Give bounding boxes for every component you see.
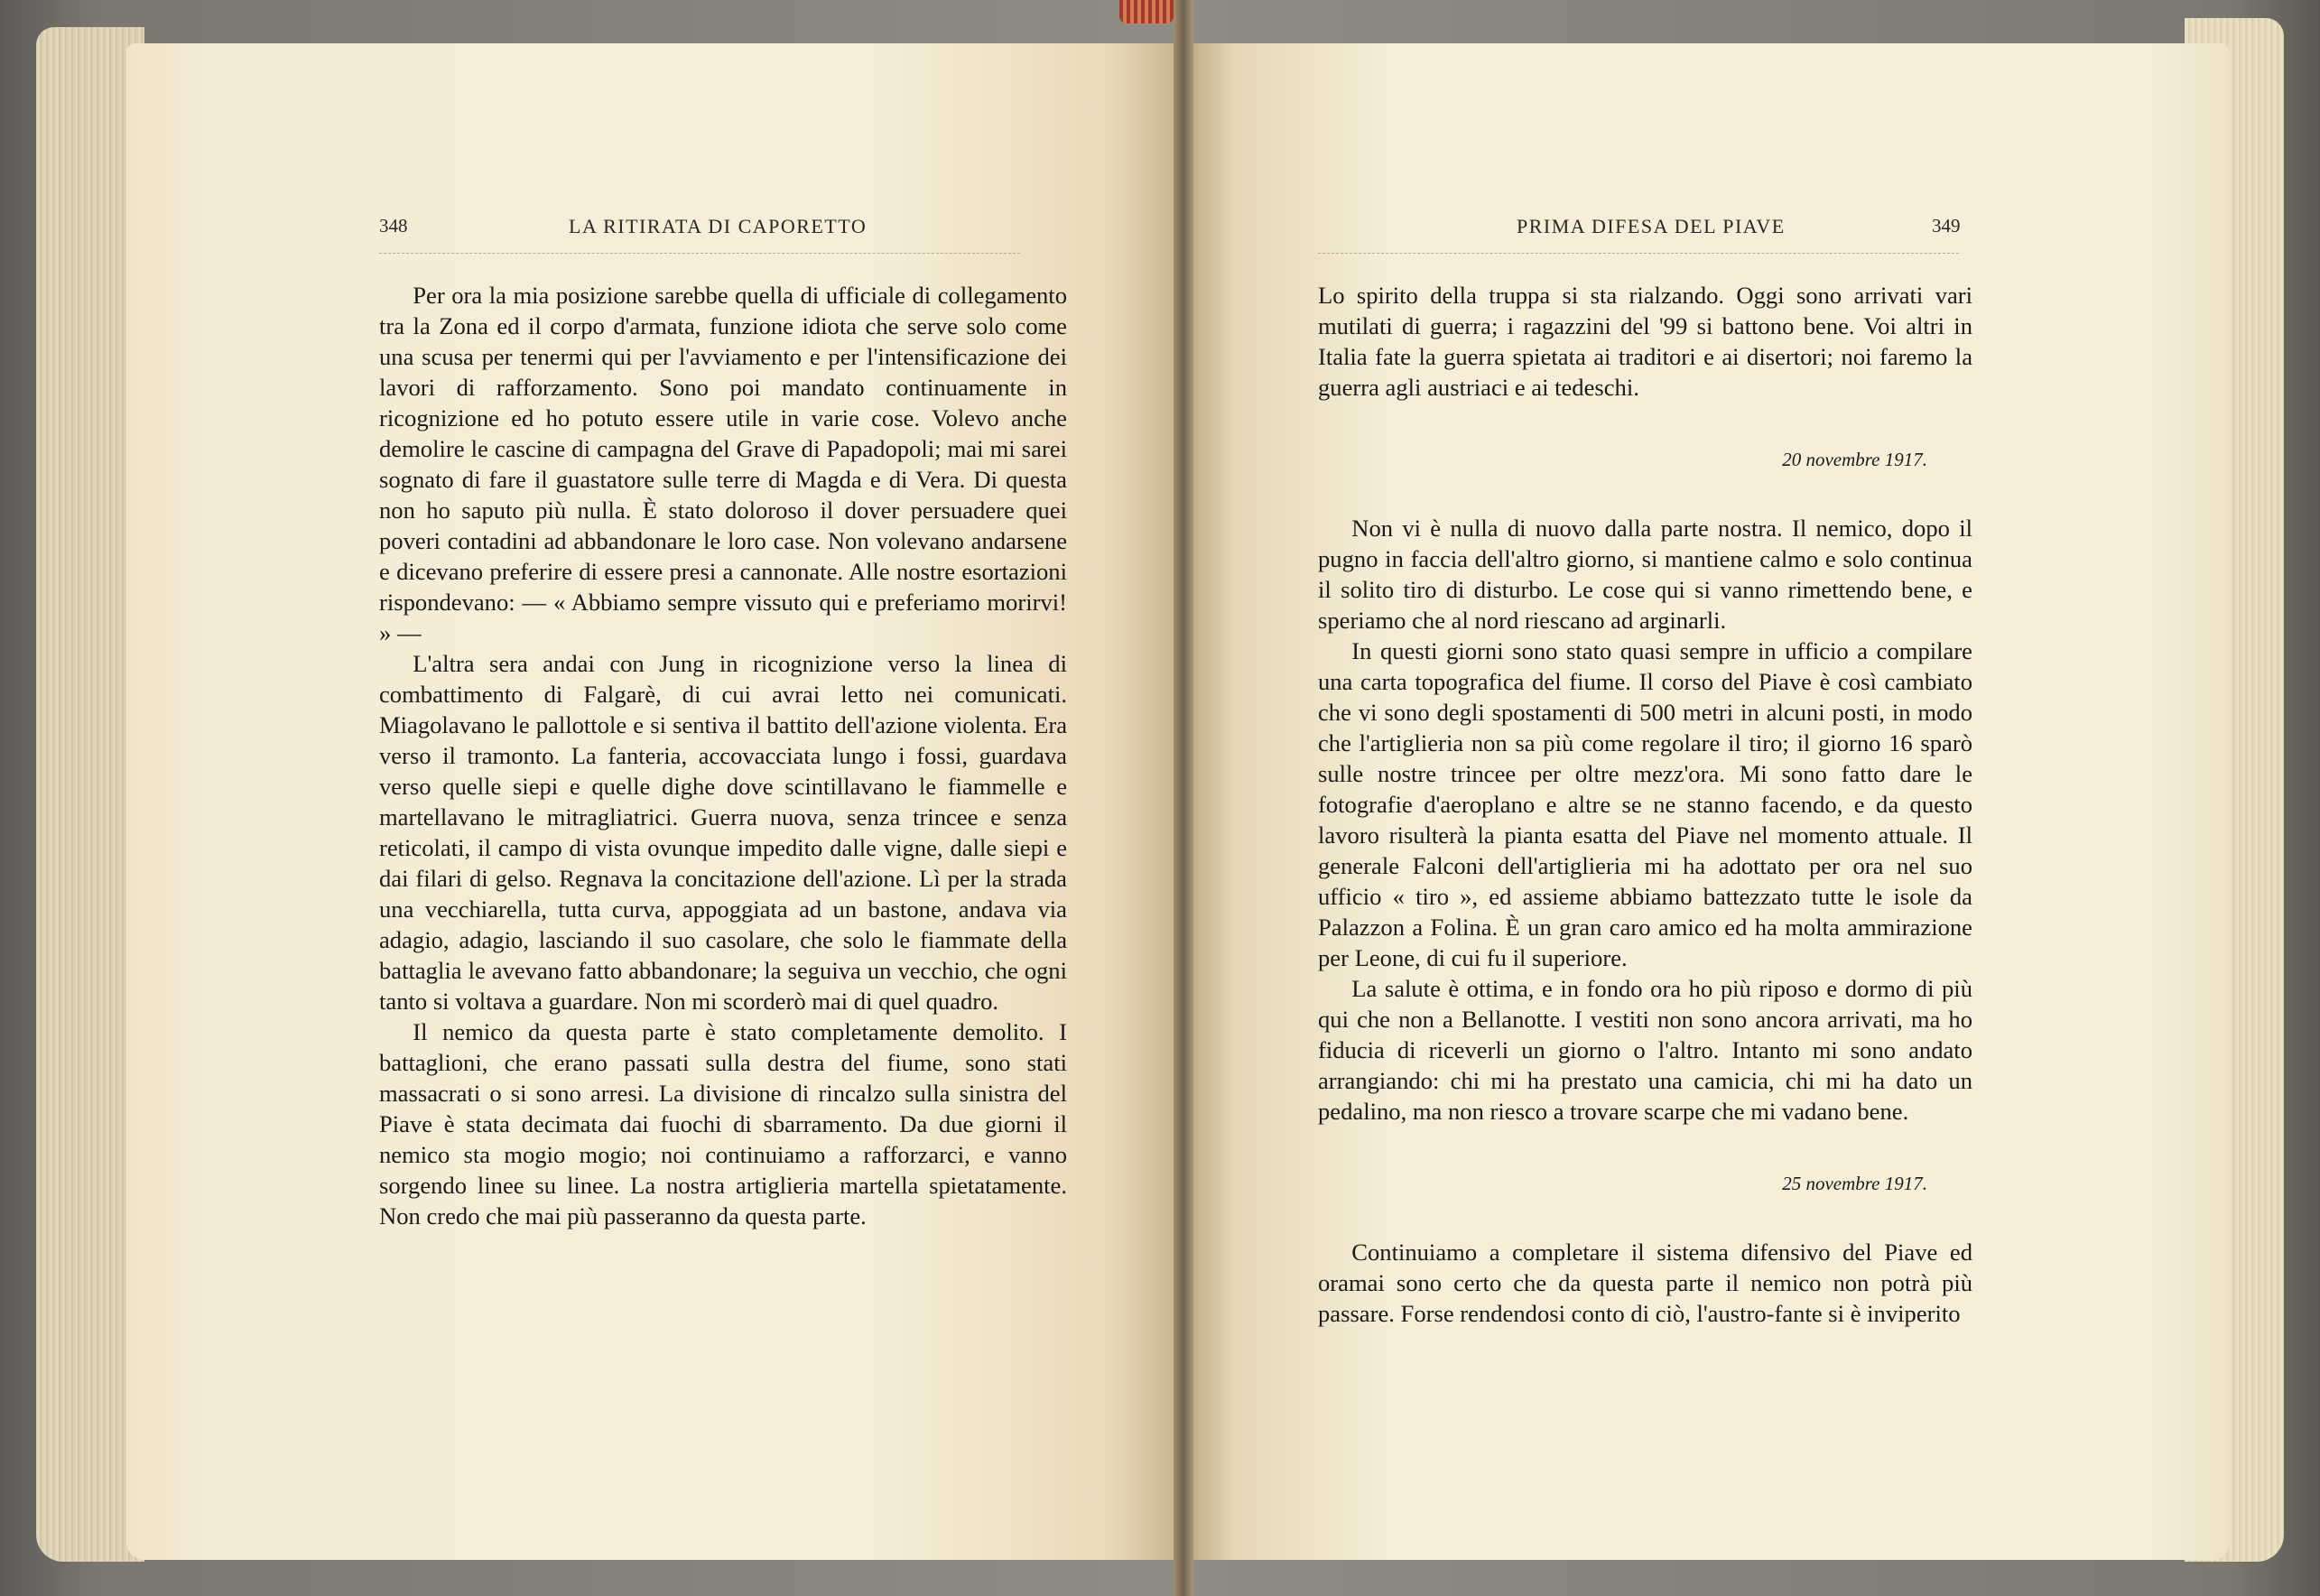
paragraph: Continuiamo a completare il sistema difensivo del Piave ed oramai sono certo che da questa parte il nemico non potrà più passare. Forse rendendosi conto di ciò, l'austro-fante si è inviperito bbox=[1318, 1239, 1972, 1327]
paragraph: In questi giorni sono stato quasi sempre in ufficio a compilare una carta topografica del fiume. Il corso del Piave è così cambiato che vi sono degli spostamenti di 500 metri in alcuni posti, in modo che l'artiglieria non sa più come regolare il tiro; il giorno 16 sparò sulle nostre trincee per oltre mezz'ora. Mi sono fatto dare le fotografie d'aeroplano e altre se ne stanno facendo, e da questo lavoro risulterà la pianta esatta del Piave nel momento attuale. Il generale Falconi dell'artiglieria mi ha adottato per ora nel suo ufficio « tiro », ed assieme abbiamo battezzato tutte le isole da Palazzon a Folina. È un gran caro amico ed ha molta ammirazione per Leone, di cui fu il superiore. bbox=[1318, 637, 1972, 971]
left-header-rule bbox=[379, 253, 1020, 254]
paragraph: Lo spirito della truppa si sta rialzando. Oggi sono arrivati vari mutilati di guerra; i ragazzini del '99 si battono bene. Voi altri in Italia fate la guerra spietata ai traditori e ai disertori; noi faremo la guerra agli austriaci e ai tedeschi. bbox=[1318, 282, 1972, 401]
paragraph: Il nemico da questa parte è stato completamente demolito. I battaglioni, che erano passati sulla destra del fiume, sono stati massacrati o si sono arresi. La divisione di rincalzo sulla sinistra del Piave è stata decimata dai fuochi di sbarramento. Da due giorni il nemico sta mogio mogio; noi continuiamo a rafforzarci, e vanno sorgendo linee su linee. La nostra artiglieria martella spietatamente. Non credo che mai più passeranno da questa parte. bbox=[379, 1018, 1067, 1229]
right-running-head bbox=[1183, 215, 2230, 251]
book-gutter bbox=[1174, 0, 1193, 1596]
paragraph: Per ora la mia posizione sarebbe quella di ufficiale di collegamento tra la Zona ed il corpo d'armata, funzione idiota che serve solo come una scusa per tenermi qui per l'avviamento e per l'intensificazione dei lavori di rafforzamento. Sono poi mandato continuamente in ricognizione ed ho potuto essere utile in varie cose. Volevo anche demolire le cascine di campagna del Grave di Papadopoli; mai mi sarei sognato di fare il guastatore sulle terre di Magda e di Vera. Di questa non ho saputo più nulla. È stato doloroso il dover persuadere quei poveri contadini ad abbandonare le loro case. Non volevano andarsene e dicevano preferire di essere presi a cannonate. Alle nostre esortazioni rispondevano: — « Abbiamo sempre vissuto qui e preferiamo morirvi! » — bbox=[379, 282, 1067, 646]
letter-date: 25 novembre 1917. bbox=[1782, 1173, 1927, 1194]
right-header-rule bbox=[1318, 253, 1959, 254]
right-running-title: PRIMA DIFESA DEL PIAVE bbox=[1517, 215, 1786, 237]
right-page bbox=[1183, 43, 2230, 1560]
paragraph: L'altra sera andai con Jung in ricognizione verso la linea di combattimento di Falgarè, di cui avrai letto nei comunicati. Miagolavano le pallottole e si sentiva il battito dell'azione violenta. Era verso il tramonto. La fanteria, accovacciata lungo i fossi, guardava verso quelle siepi e quelle dighe dove scintillavano le fiammelle e martellavano le mitragliatrici. Guerra nuova, senza trincee e senza reticolati, il campo di vista ovunque impedito dalle vigne, dalle siepi e dai filari di gelso. Regnava la concitazione dell'azione. Lì per la strada una vecchiarella, tutta curva, appoggiata ad un bastone, andava via adagio, adagio, lasciando il suo casolare, che solo le fiammate della battaglia le avevano fatto abbandonare; la seguiva un vecchio, che ogni tanto si voltava a guardare. Non mi scorderò mai di quel quadro. bbox=[379, 650, 1067, 1015]
paragraph: Non vi è nulla di nuovo dalla parte nostra. Il nemico, dopo il pugno in faccia dell'altro giorno, si mantiene calmo e solo continua il solito tiro di disturbo. Le cose qui si vanno rimettendo bene, e speriamo che al nord riescano ad arginarli. bbox=[1318, 515, 1972, 634]
right-body-text bbox=[1318, 280, 1972, 1329]
left-running-head bbox=[126, 215, 1183, 251]
left-running-title: LA RITIRATA DI CAPORETTO bbox=[569, 215, 868, 237]
bookmark-ribbon bbox=[1119, 0, 1174, 23]
left-page-number: 348 bbox=[379, 215, 408, 237]
letter-date: 20 novembre 1917. bbox=[1782, 449, 1927, 470]
right-page-number: 349 bbox=[1932, 215, 1961, 237]
paragraph: La salute è ottima, e in fondo ora ho più riposo e dormo di più qui che non a Bellanotte. I vestiti non sono ancora arrivati, ma ho fiducia di riceverli un giorno o l'altro. Intanto mi sono andato arrangiando: chi mi ha prestato una camicia, chi mi ha dato un pedalino, ma non riesco a trovare scarpe che mi vadano bene. bbox=[1318, 975, 1972, 1125]
left-page bbox=[126, 43, 1183, 1560]
left-body-text bbox=[379, 280, 1067, 1231]
